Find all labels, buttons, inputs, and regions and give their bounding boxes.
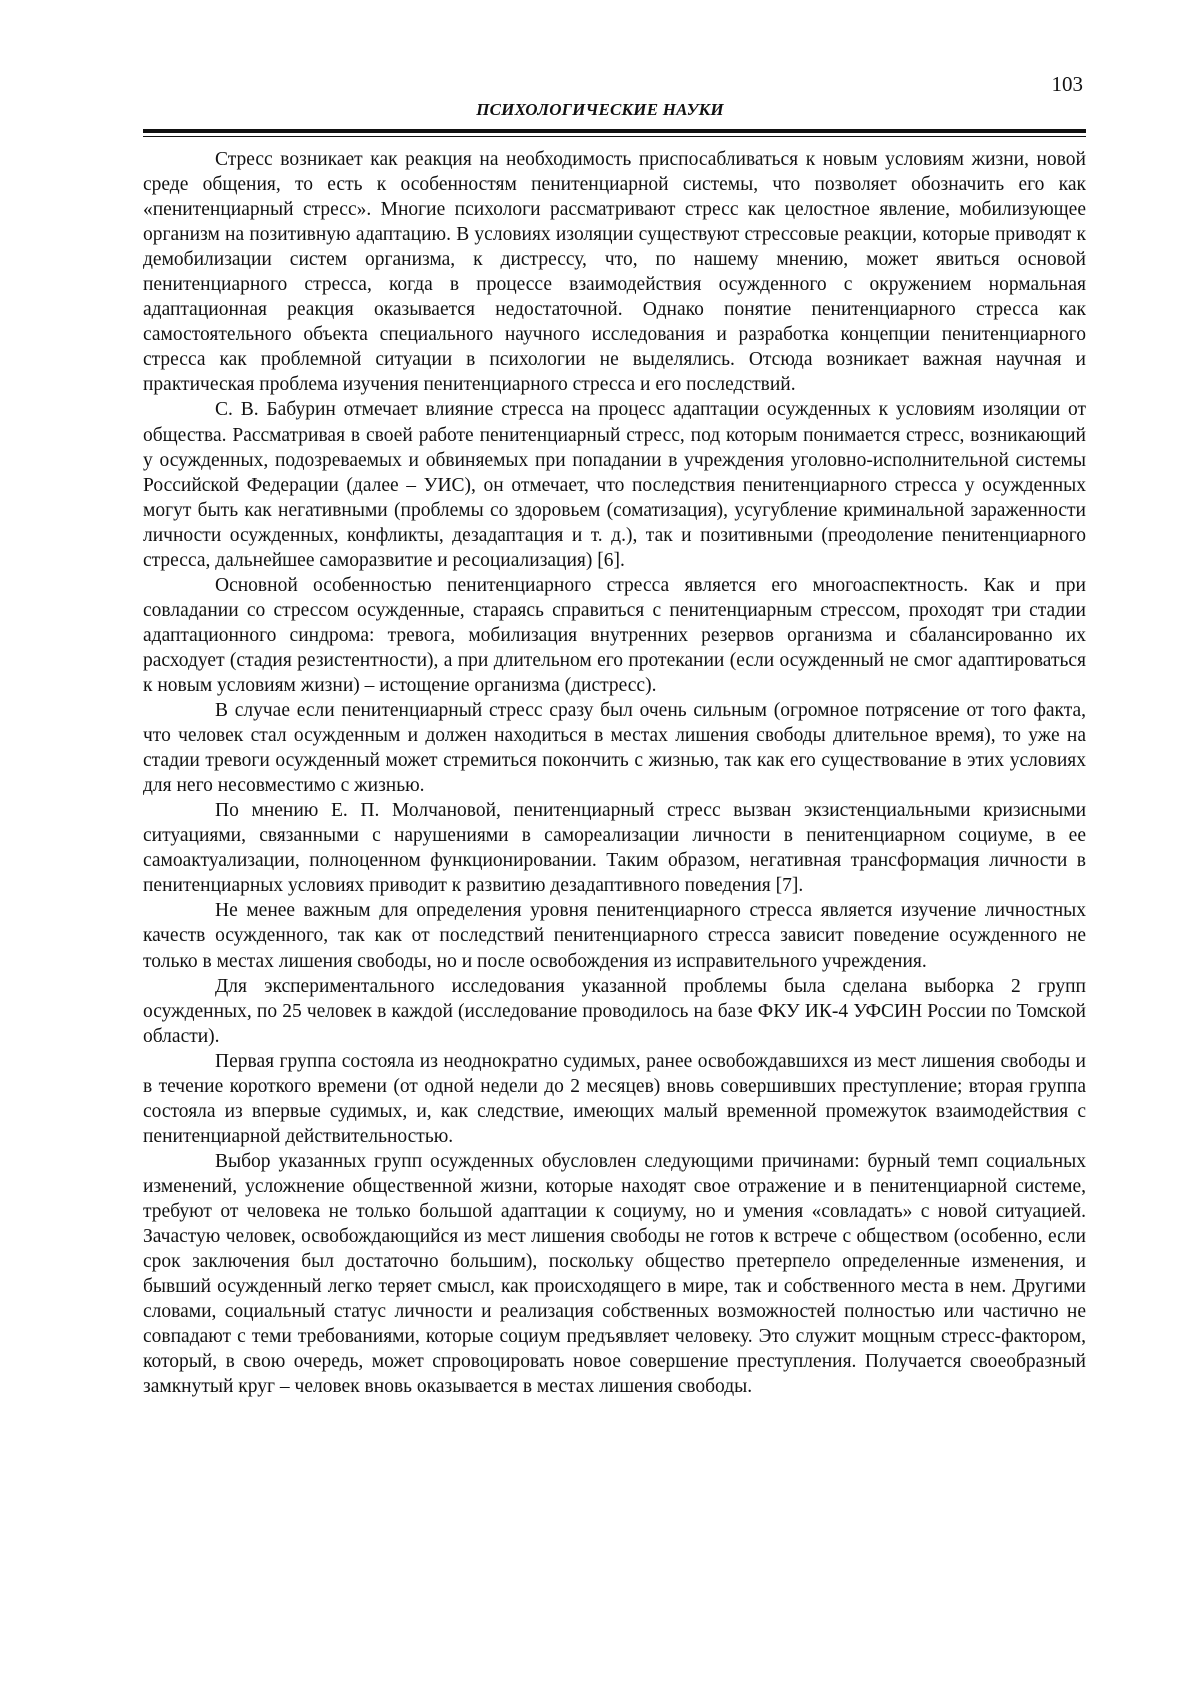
header-rule-thin	[143, 136, 1086, 137]
paragraph: Не менее важным для определения уровня пенитенциарного стресса является изучение личностных качеств осужденного, так как от последствий пенитенциарного стресса зависит поведение осужденного не только в местах лишения свободы, но и после освобождения из исправительного учреждения.	[143, 900, 1086, 972]
paragraph: Основной особенностью пенитенциарного стресса является его многоаспектность. Как и при совладании со стрессом осужденные, стараясь справиться с пенитенциарным стрессом, проходят три стадии адаптационного синдрома: тревога, мобилизация внутренних резервов организма и сбалансированно их расходует (стадия резистентности), а при длительном его протекании (если осужденный не смог адаптироваться к новым условиям жизни) – истощение организма (дистресс).	[143, 574, 1086, 696]
article-body	[143, 147, 1086, 1399]
paragraph: С. В. Бабурин отмечает влияние стресса на процесс адаптации осужденных к условиям изоляции от общества. Рассматривая в своей работе пенитенциарный стресс, под которым понимается стресс, возникающий у осужденных, подозреваемых и обвиняемых при попадании в учреждения уголовно-исполнительной системы Российской Федерации (далее – УИС), он отмечает, что последствия пенитенциарного стресса у осужденных могут быть как негативными (проблемы со здоровьем (соматизация), усугубление криминальной зараженности личности осужденных, конфликты, дезадаптация и т. д.), так и позитивными (преодоление пенитенциарного стресса, дальнейшее саморазвитие и ресоциализация) [6].	[143, 399, 1086, 571]
paragraph: Первая группа состояла из неоднократно судимых, ранее освобождавшихся из мест лишения свободы и в течение короткого времени (от одной недели до 2 месяцев) вновь совершивших преступление; вторая группа состояла из впервые судимых, и, как следствие, имеющих малый временной промежуток взаимодействия с пенитенциарной действительностью.	[143, 1050, 1086, 1147]
page-number: 103	[1051, 72, 1083, 96]
paragraph: Выбор указанных групп осужденных обусловлен следующими причинами: бурный темп социальных изменений, усложнение общественной жизни, которые находят свое отражение и в пенитенциарной системе, требуют от человека не только большой адаптации к социуму, но и умения «совладать» с новой ситуацией. Зачастую человек, освобождающийся из мест лишения свободы не готов к встрече с обществом (особенно, если срок заключения был достаточно большим), поскольку общество претерпело определенные изменения, и бывший осужденный легко теряет смысл, как происходящего в мире, так и собственного места в нем. Другими словами, социальный статус личности и реализация собственных возможностей полностью или частично не совпадают с теми требованиями, которые социум предъявляет человеку. Это служит мощным стресс-фактором, который, в свою очередь, может спровоцировать новое совершение преступления. Получается своеобразный замкнутый круг – человек вновь оказывается в местах лишения свободы.	[143, 1150, 1086, 1398]
paragraph: По мнению Е. П. Молчановой, пенитенциарный стресс вызван экзистенциальными кризисными ситуациями, связанными с нарушениями в самореализации личности в пенитенциарном социуме, в ее самоактуализации, полноценном функционировании. Таким образом, негативная трансформация личности в пенитенциарных условиях приводит к развитию дезадаптивного поведения [7].	[143, 800, 1086, 897]
header-rule-thick	[143, 129, 1086, 133]
paragraph: Стресс возникает как реакция на необходимость приспосабливаться к новым условиям жизни, новой среде общения, то есть к особенностям пенитенциарной системы, что позволяет обозначить его как «пенитенциарный стресс». Многие психологи рассматривают стресс как целостное явление, мобилизующее организм на позитивную адаптацию. В условиях изоляции существуют стрессовые реакции, которые приводят к демобилизации систем организма, к дистрессу, что, по нашему мнению, может явиться основой пенитенциарного стресса, когда в процессе взаимодействия осужденного с окружением нормальная адаптационная реакция оказывается недостаточной. Однако понятие пенитенциарного стресса как самостоятельного объекта специального научного исследования и разработка концепции пенитенциарного стресса как проблемной ситуации в психологии не выделялись. Отсюда возникает важная научная и практическая проблема изучения пенитенциарного стресса и его последствий.	[143, 149, 1086, 396]
paragraph: Для экспериментального исследования указанной проблемы была сделана выборка 2 групп осужденных, по 25 человек в каждой (исследование проводилось на базе ФКУ ИК-4 УФСИН России по Томской области).	[143, 975, 1086, 1047]
paragraph: В случае если пенитенциарный стресс сразу был очень сильным (огромное потрясение от того факта, что человек стал осужденным и должен находиться в местах лишения свободы длительное время), то уже на стадии тревоги осужденный может стремиться покончить с жизнью, так как его существование в этих условиях для него несовместимо с жизнью.	[143, 700, 1086, 797]
running-head: ПСИХОЛОГИЧЕСКИЕ НАУКИ	[476, 100, 724, 119]
